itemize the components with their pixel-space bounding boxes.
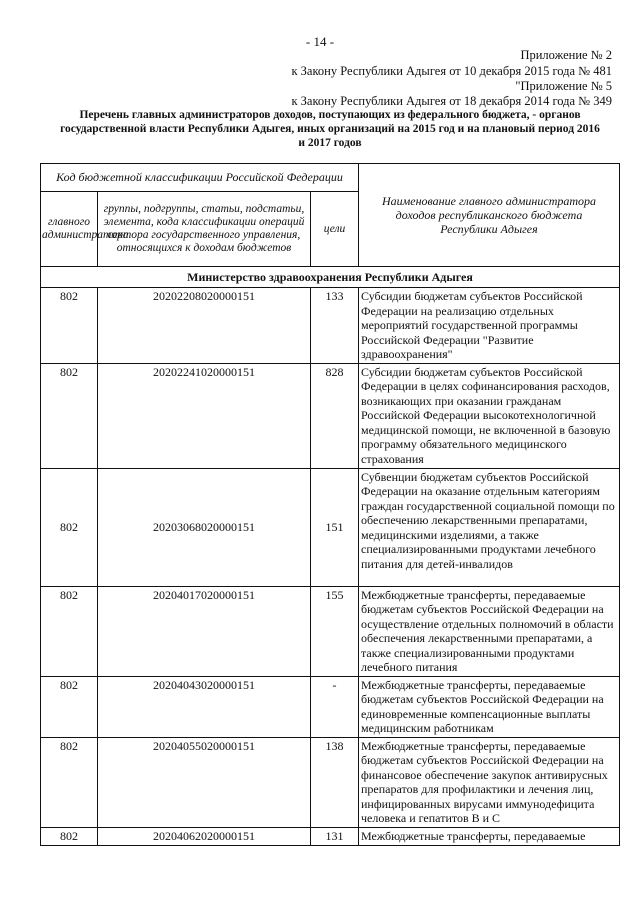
- cell-code: 20204055020000151: [98, 737, 311, 827]
- table-row: [41, 676, 620, 737]
- cell-admin: 802: [41, 468, 98, 586]
- section-row: [41, 267, 620, 288]
- cell-goal: 131: [311, 827, 359, 845]
- cell-desc: Субсидии бюджетам субъектов Российской Федерации в целях софинансирования расходов, возникающих при оказании гражданам Российской Федерации высокотехнологичной медицинской помощи, не включенной в базовую программу обязательного медицинского страхования: [359, 363, 620, 468]
- cell-code: 20203068020000151: [98, 468, 311, 586]
- cell-admin: 802: [41, 363, 98, 468]
- table-row: [41, 363, 620, 468]
- cell-desc: Межбюджетные трансферты, передаваемые бюджетам субъектов Российской Федерации на финансовое обеспечение закупок антивирусных препаратов для профилактики и лечения лиц, инфицированных вирусами иммунодефицита человека и гепатитов В и С: [359, 737, 620, 827]
- section-title: Министерство здравоохранения Республики Адыгея: [41, 267, 620, 288]
- header-name: Наименование главного администратора доходов республиканского бюджета Республики Адыгея: [359, 164, 620, 267]
- cell-desc: Субсидии бюджетам субъектов Российской Федерации на реализацию отдельных мероприятий государственной программы Российской Федерации "Развитие здравоохранения": [359, 288, 620, 364]
- cell-desc: Межбюджетные трансферты, передаваемые: [359, 827, 620, 845]
- table-row: [41, 827, 620, 845]
- cell-admin: 802: [41, 827, 98, 845]
- cell-code: 20204043020000151: [98, 676, 311, 737]
- table-header-row: [41, 164, 620, 192]
- cell-desc: Субвенции бюджетам субъектов Российской Федерации на оказание отдельным категориям граждан государственной социальной помощи по обеспечению лекарственными препаратами, медицинскими изделиями, а также специализированными продуктами лечебного питания для детей-инвалидов: [359, 468, 620, 586]
- cell-desc: Межбюджетные трансферты, передаваемые бюджетам субъектов Российской Федерации на осуществление отдельных полномочий в области обеспечения лекарственными препаратами, а также специализированными продуктами лечебного питания: [359, 586, 620, 676]
- cell-admin: 802: [41, 586, 98, 676]
- cell-code: 20204062020000151: [98, 827, 311, 845]
- subheader-admin: главного администратора: [41, 192, 98, 267]
- header-appendix-2: Приложение № 2: [520, 48, 612, 62]
- cell-goal: 828: [311, 363, 359, 468]
- cell-goal: 151: [311, 468, 359, 586]
- cell-goal: 138: [311, 737, 359, 827]
- document-title: Перечень главных администраторов доходов, поступающих из федерального бюджета, - органов государственной власти Республики Адыгея, иных организаций на 2015 год и на плановый период 2016 и 2017 годов: [60, 109, 600, 149]
- cell-desc: Межбюджетные трансферты, передаваемые бюджетам субъектов Российской Федерации на единовременные компенсационные выплаты медицинским работникам: [359, 676, 620, 737]
- header-law-2015: к Закону Республики Адыгея от 10 декабря 2015 года № 481: [291, 64, 612, 78]
- revenue-administrators-table: [40, 163, 620, 846]
- table-row: [41, 468, 620, 586]
- header-law-2014: к Закону Республики Адыгея от 18 декабря 2014 года № 349: [291, 94, 612, 108]
- cell-code: 20202241020000151: [98, 363, 311, 468]
- subheader-groups: группы, подгруппы, статьи, подстатьи, элемента, кода классификации операций сектора государственного управления, относящихся к доходам бюджетов: [98, 192, 311, 267]
- cell-code: 20202208020000151: [98, 288, 311, 364]
- cell-admin: 802: [41, 676, 98, 737]
- header-appendix-5: "Приложение № 5: [515, 79, 612, 93]
- table-row: [41, 737, 620, 827]
- header-code: Код бюджетной классификации Российской Федерации: [41, 164, 359, 192]
- cell-admin: 802: [41, 288, 98, 364]
- cell-goal: -: [311, 676, 359, 737]
- page-number: - 14 -: [305, 34, 335, 49]
- table-row: [41, 586, 620, 676]
- cell-goal: 155: [311, 586, 359, 676]
- table-row: [41, 288, 620, 364]
- cell-code: 20204017020000151: [98, 586, 311, 676]
- cell-admin: 802: [41, 737, 98, 827]
- subheader-goal: цели: [311, 192, 359, 267]
- cell-goal: 133: [311, 288, 359, 364]
